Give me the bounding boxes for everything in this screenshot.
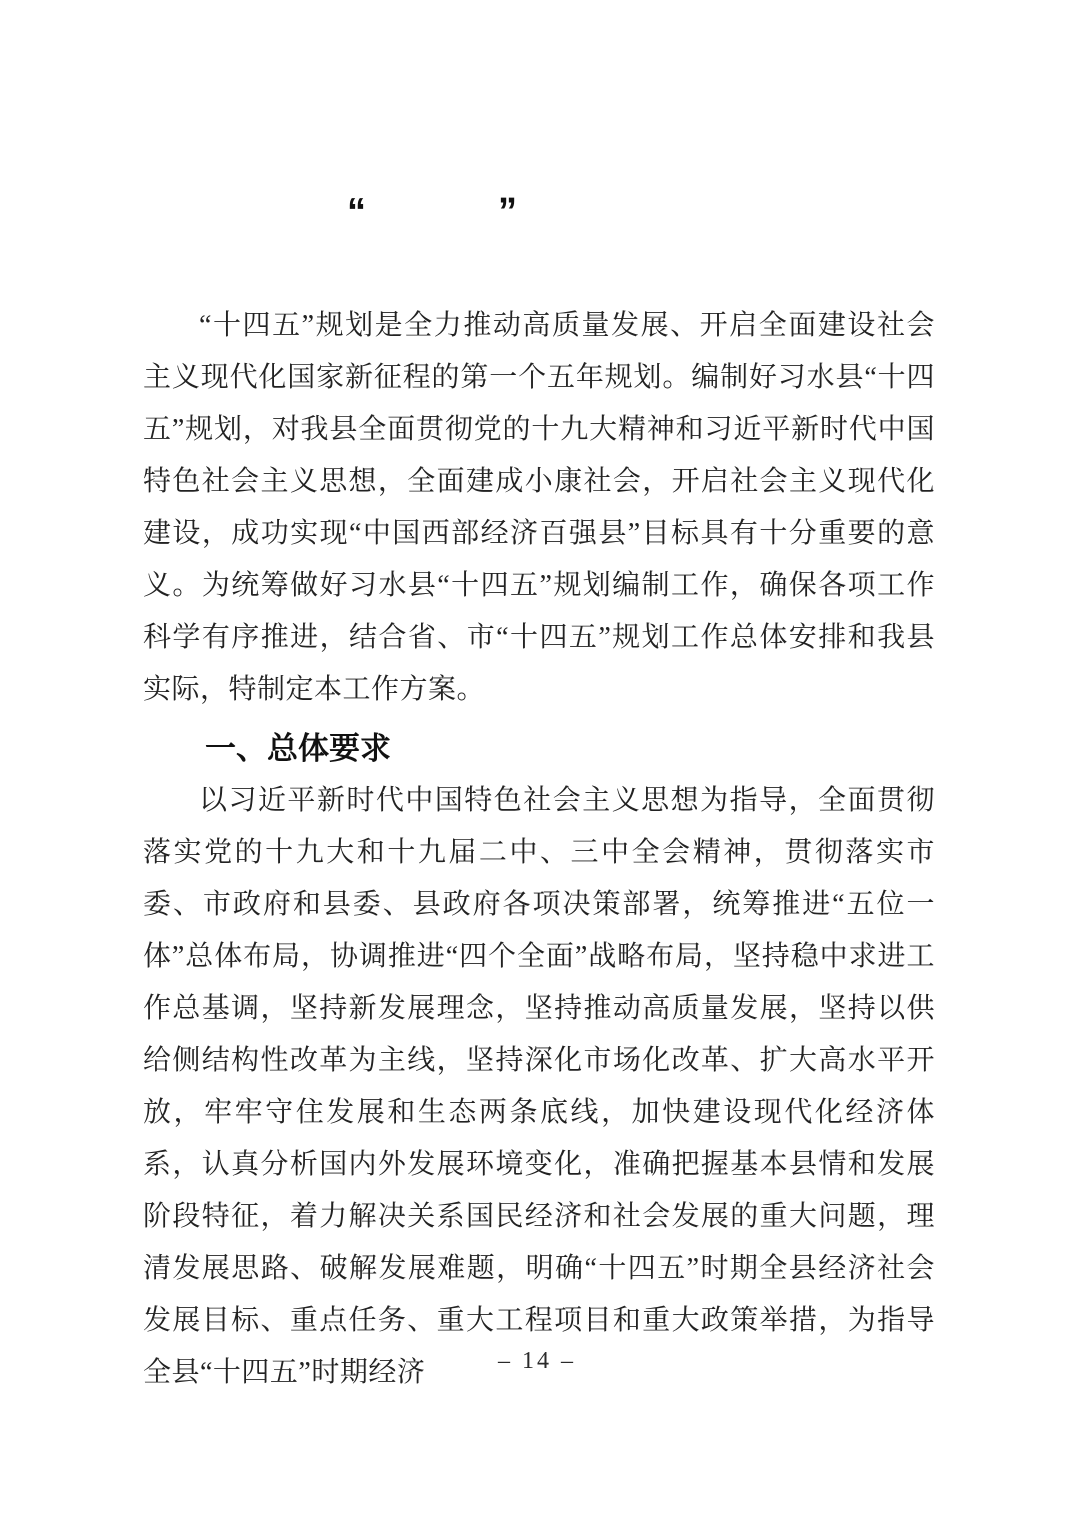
intro-paragraph: “十四五”规划是全力推动高质量发展、开启全面建设社会主义现代化国家新征程的第一个五年规划。编制好习水县“十四五”规划，对我县全面贯彻党的十九大精神和习近平新时代中国特色社会主义思想，全面建成小康社会，开启社会主义现代化建设，成功实现“中国西部经济百强县”目标具有十分重要的意义。为统筹做好习水县“十四五”规划编制工作，确保各项工作科学有序推进，结合省、市“十四五”规划工作总体安排和我县实际，特制定本工作方案。: [143, 310, 935, 705]
page-footer: [0, 1348, 1074, 1375]
title-close-quote: ”: [498, 191, 517, 233]
title-redacted-text: [366, 223, 498, 224]
section-1-paragraph: 以习近平新时代中国特色社会主义思想为指导，全面贯彻落实党的十九大和十九届二中、三中全会精神，贯彻落实市委、市政府和县委、县政府各项决策部署，统筹推进“五位一体”总体布局，协调推进“四个全面”战略布局，坚持稳中求进工作总基调，坚持新发展理念，坚持推动高质量发展，坚持以供给侧结构性改革为主线，坚持深化市场化改革、扩大高水平开放，牢牢守住发展和生态两条底线，加快建设现代化经济体系，认真分析国内外发展环境变化，准确把握基本县情和发展阶段特征，着力解决关系国民经济和社会发展的重大问题，理清发展思路、破解发展难题，明确“十四五”时期全县经济社会发展目标、重点任务、重大工程项目和重大政策举措，为指导全县“十四五”时期经济: [143, 785, 935, 1388]
page-number: – 14 –: [498, 1348, 576, 1374]
title-open-quote: “: [347, 191, 366, 233]
section-1-heading: 一、总体要求: [205, 731, 391, 766]
document-title: [143, 186, 935, 238]
document-content: [143, 0, 935, 1399]
